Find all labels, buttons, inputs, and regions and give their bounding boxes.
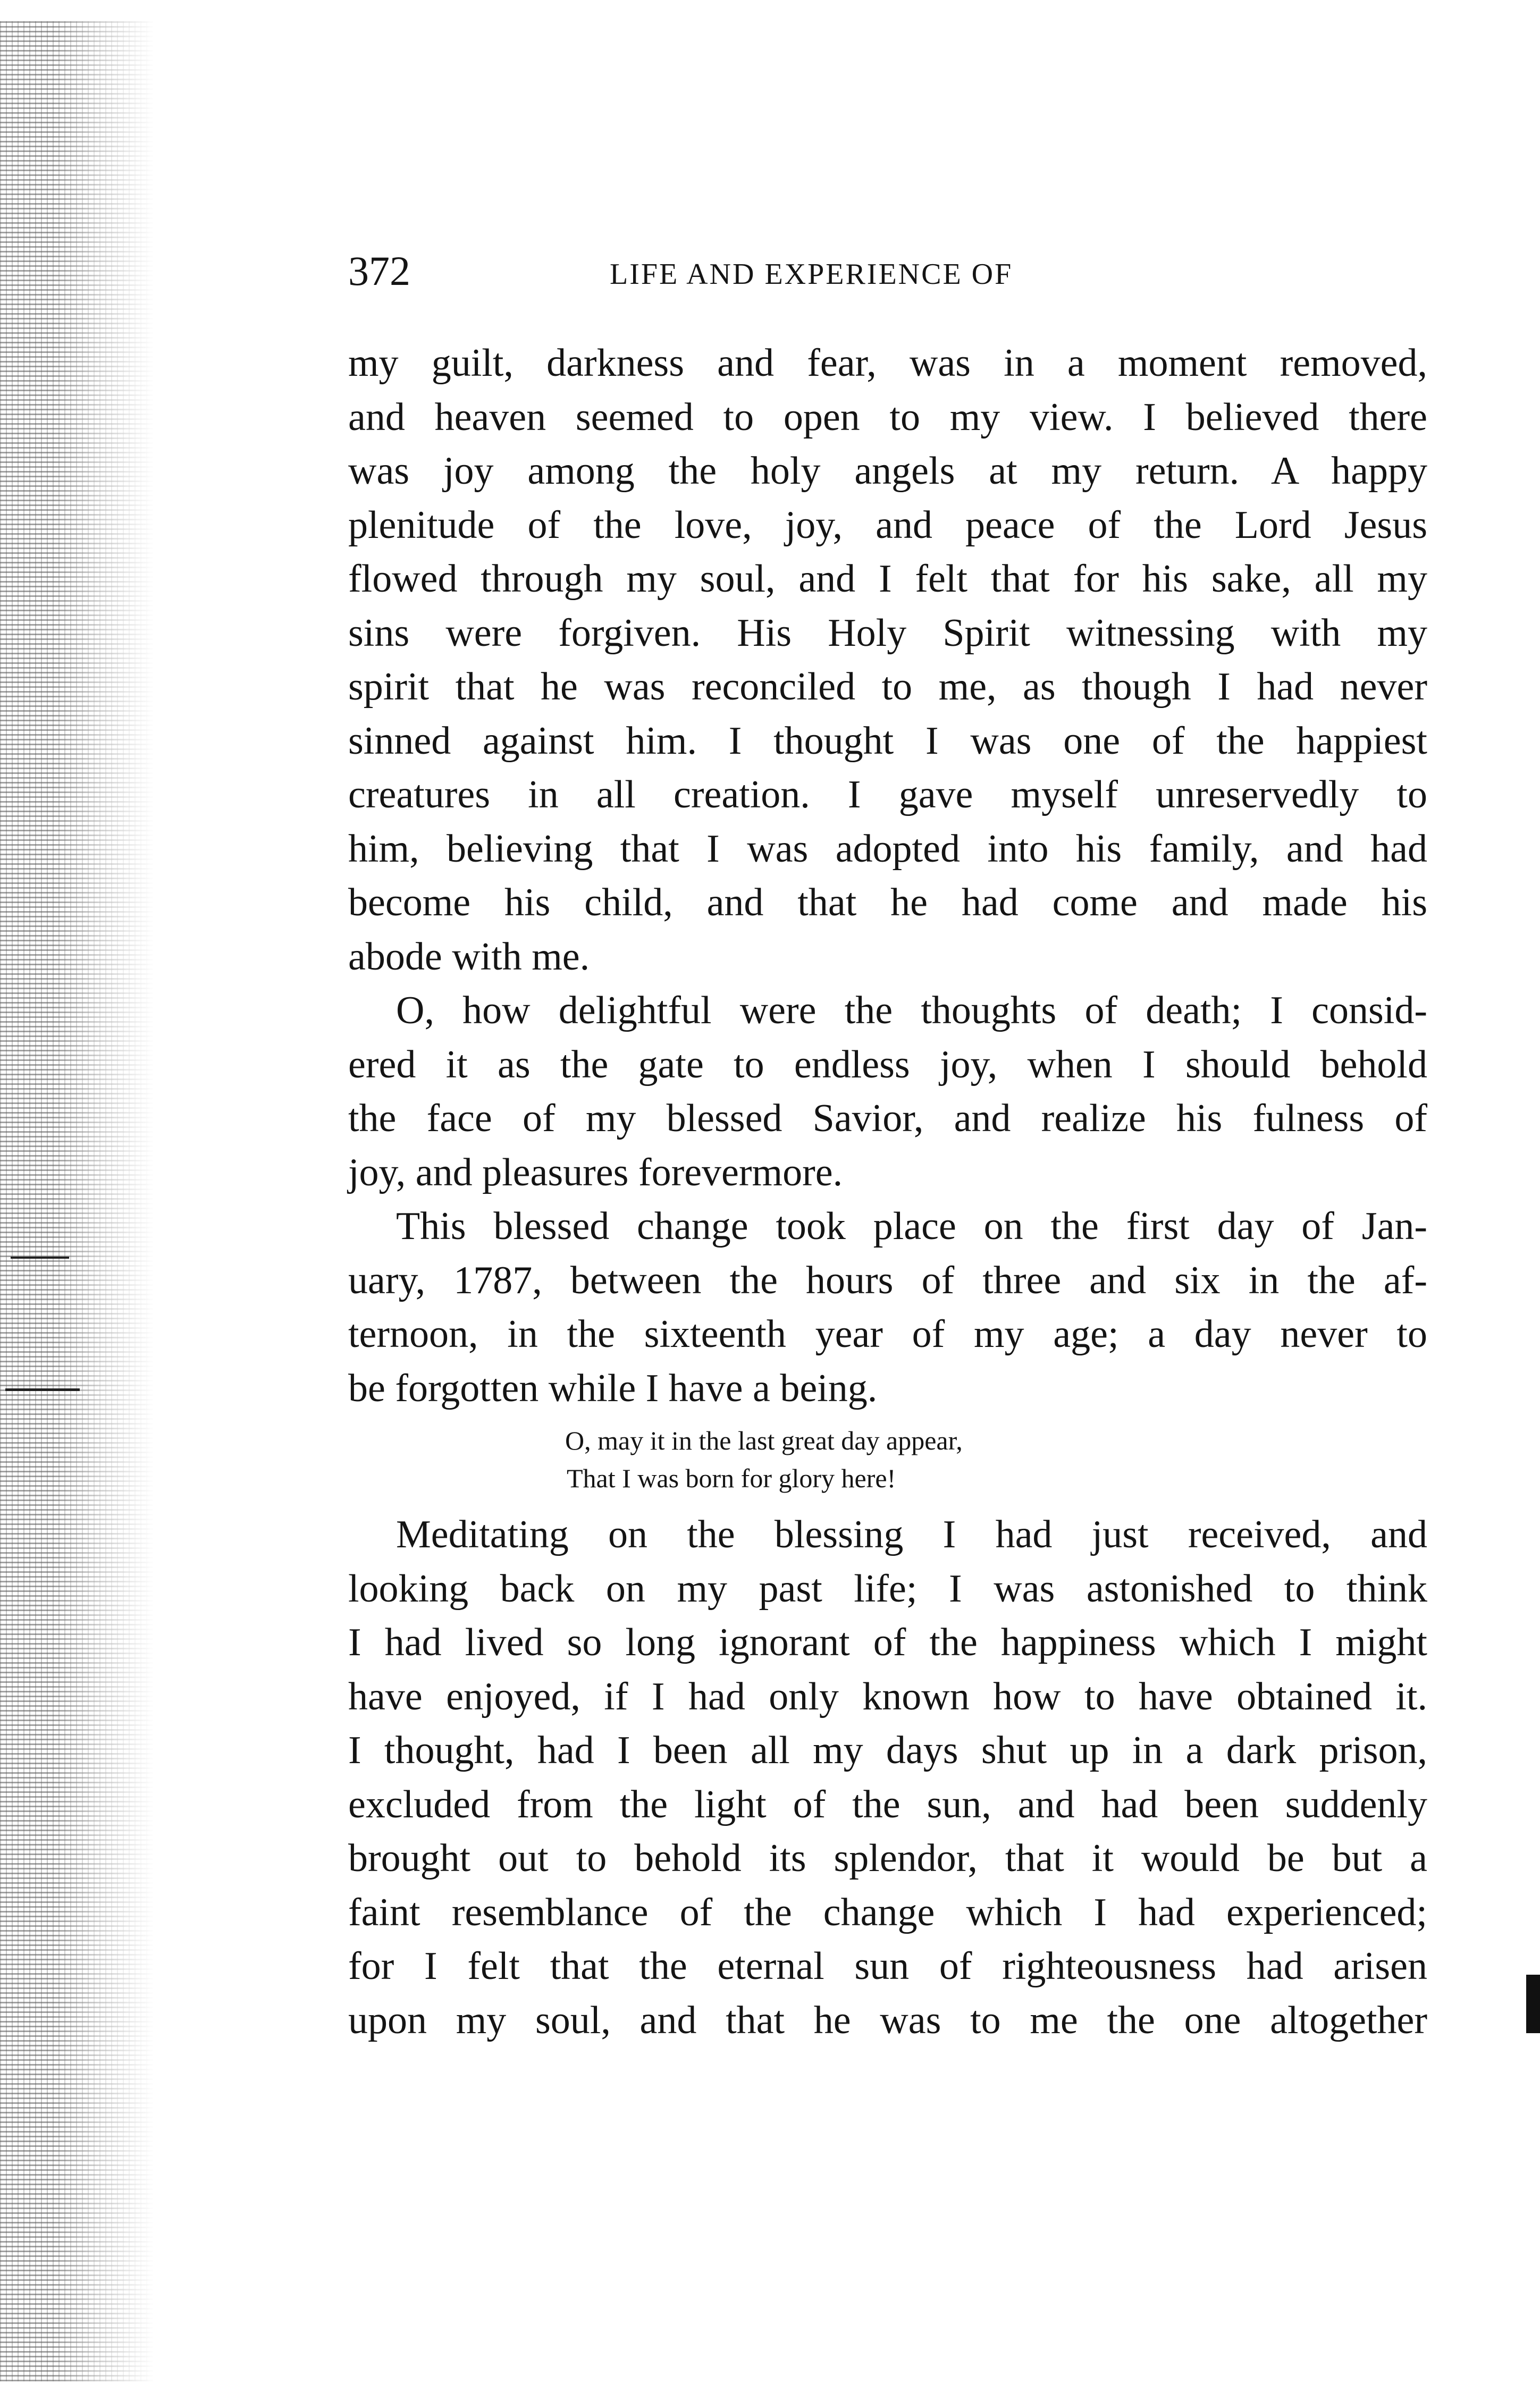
text-line: This blessed change took place on the first day of Jan- bbox=[396, 1204, 1427, 1248]
text-line: him, believing that I was adopted into his family, and had bbox=[348, 827, 1427, 871]
margin-rule-mark bbox=[11, 1257, 69, 1259]
text-line: I thought, had I been all my days shut up in a dark prison, bbox=[348, 1729, 1427, 1772]
text-line: sinned against him. I thought I was one of the happiest bbox=[348, 719, 1427, 763]
text-line: sins were forgiven. His Holy Spirit witnessing with my bbox=[348, 611, 1427, 655]
text-line: have enjoyed, if I had only known how to have obtained it. bbox=[348, 1674, 1427, 1718]
page-number: 372 bbox=[348, 248, 410, 294]
running-head: LIFE AND EXPERIENCE OF bbox=[610, 258, 1013, 291]
page-header bbox=[348, 242, 1427, 300]
verse-line: O, may it in the last great day appear, bbox=[565, 1426, 963, 1455]
text-line: plenitude of the love, joy, and peace of the Lord Jesus bbox=[348, 503, 1427, 547]
page-body bbox=[348, 336, 1427, 2048]
text-line: flowed through my soul, and I felt that for his sake, all my bbox=[348, 557, 1427, 601]
text-line: Meditating on the blessing I had just received, and bbox=[396, 1513, 1427, 1556]
paragraph bbox=[348, 1200, 1427, 1416]
text-line: joy, and pleasures forevermore. bbox=[348, 1150, 843, 1194]
text-line: faint resemblance of the change which I had experienced; bbox=[348, 1890, 1427, 1934]
text-line: creatures in all creation. I gave myself unreservedly to bbox=[348, 773, 1427, 816]
text-line: the face of my blessed Savior, and realize his fulness of bbox=[348, 1097, 1427, 1140]
scanned-binding-edge bbox=[0, 21, 154, 2381]
text-line: upon my soul, and that he was to me the one altogether bbox=[348, 1998, 1427, 2042]
text-line: become his child, and that he had come and made his bbox=[348, 881, 1427, 924]
paragraph bbox=[348, 984, 1427, 1200]
text-line: for I felt that the eternal sun of righteousness had arisen bbox=[348, 1944, 1427, 1988]
paragraph bbox=[348, 1508, 1427, 2048]
text-line: ternoon, in the sixteenth year of my age; a day never to bbox=[348, 1312, 1427, 1356]
margin-rule-mark bbox=[5, 1388, 80, 1391]
text-line: I had lived so long ignorant of the happiness which I might bbox=[348, 1621, 1427, 1664]
text-line: ered it as the gate to endless joy, when I should behold bbox=[348, 1042, 1427, 1086]
paragraph bbox=[348, 336, 1427, 984]
text-line: spirit that he was reconciled to me, as though I had never bbox=[348, 665, 1427, 709]
text-line: be forgotten while I have a being. bbox=[348, 1366, 878, 1410]
text-line: looking back on my past life; I was astonished to think bbox=[348, 1566, 1427, 1611]
text-line: my guilt, darkness and fear, was in a moment removed, bbox=[348, 341, 1427, 385]
text-line: and heaven seemed to open to my view. I believed there bbox=[348, 395, 1427, 439]
verse-quotation bbox=[348, 1416, 1427, 1508]
scan-edge-mark bbox=[1526, 1975, 1540, 2033]
text-line: excluded from the light of the sun, and had been suddenly bbox=[348, 1782, 1427, 1826]
text-line: uary, 1787, between the hours of three and six in the af- bbox=[348, 1258, 1427, 1302]
text-line: brought out to behold its splendor, that it would be but a bbox=[348, 1836, 1427, 1880]
text-line: O, how delightful were the thoughts of death; I consid- bbox=[396, 989, 1427, 1032]
text-line: abode with me. bbox=[348, 934, 590, 979]
text-line: was joy among the holy angels at my return. A happy bbox=[348, 449, 1427, 493]
verse-line: That I was born for glory here! bbox=[567, 1463, 896, 1493]
